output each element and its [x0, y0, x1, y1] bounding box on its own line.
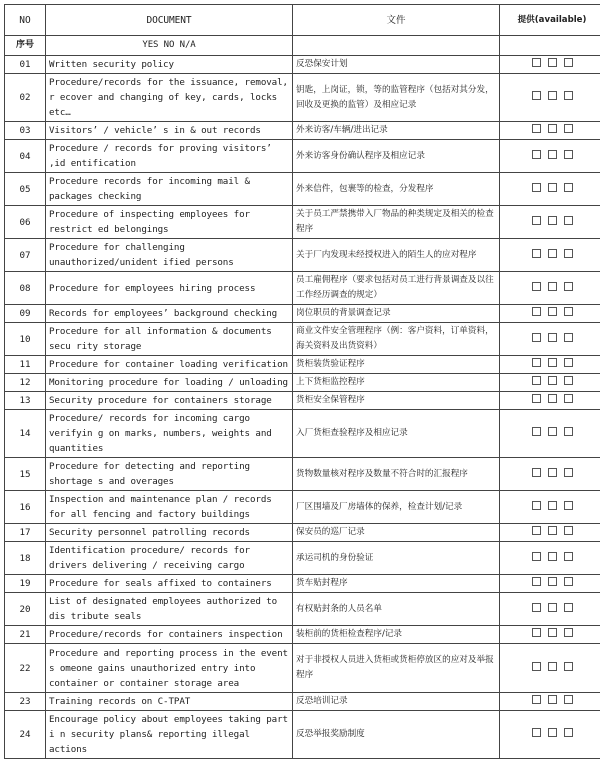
- document-english: Procedure / records for proving visitors’ ,id entification: [46, 140, 293, 173]
- row-number: 04: [5, 140, 46, 173]
- document-english: Records for employees’ background checking: [46, 305, 293, 323]
- availability-cell: [500, 458, 600, 491]
- availability-cell: [500, 239, 600, 272]
- document-chinese: 钥匙，上岗证，锁，等的监管程序（包括对其分发，回收及更换的监管）及相应记录: [293, 74, 500, 122]
- availability-cell: [500, 626, 600, 644]
- checkbox-no[interactable]: [548, 249, 557, 258]
- checkbox-yes[interactable]: [532, 552, 541, 561]
- checkbox-na[interactable]: [564, 662, 573, 671]
- checkbox-yes[interactable]: [532, 603, 541, 612]
- checkbox-na[interactable]: [564, 603, 573, 612]
- checkbox-na[interactable]: [564, 91, 573, 100]
- checkbox-na[interactable]: [564, 58, 573, 67]
- checkbox-no[interactable]: [548, 468, 557, 477]
- row-number: 05: [5, 173, 46, 206]
- availability-cell: [500, 491, 600, 524]
- checkbox-na[interactable]: [564, 728, 573, 737]
- document-english: Procedure for seals affixed to containers: [46, 575, 293, 593]
- checkbox-no[interactable]: [548, 526, 557, 535]
- row-number: 08: [5, 272, 46, 305]
- table-row: [5, 575, 600, 593]
- document-english: Visitors’ / vehicle’ s in & out records: [46, 122, 293, 140]
- document-english: Written security policy: [46, 56, 293, 74]
- checkbox-no[interactable]: [548, 501, 557, 510]
- document-chinese: 商业文件安全管理程序（例：客户资料，订单资料，海关资料及出货资料）: [293, 323, 500, 356]
- table-row: [5, 56, 600, 74]
- table-row: [5, 206, 600, 239]
- document-chinese: 对于非授权人员进入货柜或货柜停放区的应对及举报程序: [293, 644, 500, 693]
- table-row: [5, 644, 600, 693]
- table-row: [5, 524, 600, 542]
- checkbox-na[interactable]: [564, 526, 573, 535]
- checkbox-no[interactable]: [548, 427, 557, 436]
- row-number: 07: [5, 239, 46, 272]
- row-number: 18: [5, 542, 46, 575]
- checkbox-na[interactable]: [564, 552, 573, 561]
- table-row: [5, 693, 600, 711]
- document-chinese: 岗位职员的背景调查记录: [293, 305, 500, 323]
- checkbox-na[interactable]: [564, 468, 573, 477]
- subheader-empty-available: [500, 36, 600, 56]
- availability-cell: [500, 374, 600, 392]
- availability-cell: [500, 140, 600, 173]
- subheader-options: YES NO N/A: [46, 36, 293, 56]
- document-chinese: 员工雇佣程序（要求包括对员工进行背景调查及以往工作经历调查的规定）: [293, 272, 500, 305]
- document-english: Procedure/records for containers inspection: [46, 626, 293, 644]
- checkbox-yes[interactable]: [532, 124, 541, 133]
- availability-cell: [500, 122, 600, 140]
- checkbox-na[interactable]: [564, 216, 573, 225]
- checkbox-yes[interactable]: [532, 427, 541, 436]
- checkbox-no[interactable]: [548, 552, 557, 561]
- availability-cell: [500, 524, 600, 542]
- availability-cell: [500, 206, 600, 239]
- checkbox-yes[interactable]: [532, 183, 541, 192]
- checkbox-yes[interactable]: [532, 662, 541, 671]
- table-row: [5, 140, 600, 173]
- table-row: [5, 356, 600, 374]
- table-header-row: [5, 5, 600, 36]
- checkbox-na[interactable]: [564, 358, 573, 367]
- document-chinese: 外来访客身份确认程序及相应记录: [293, 140, 500, 173]
- table-row: [5, 374, 600, 392]
- checkbox-no[interactable]: [548, 183, 557, 192]
- checkbox-no[interactable]: [548, 394, 557, 403]
- table-row: [5, 392, 600, 410]
- document-english: Security procedure for containers storage: [46, 392, 293, 410]
- availability-cell: [500, 56, 600, 74]
- checkbox-no[interactable]: [548, 662, 557, 671]
- checkbox-yes[interactable]: [532, 307, 541, 316]
- header-document: DOCUMENT: [46, 5, 293, 36]
- checkbox-no[interactable]: [548, 282, 557, 291]
- row-number: 11: [5, 356, 46, 374]
- checkbox-na[interactable]: [564, 376, 573, 385]
- table-row: [5, 272, 600, 305]
- checkbox-yes[interactable]: [532, 376, 541, 385]
- row-number: 14: [5, 410, 46, 458]
- checkbox-yes[interactable]: [532, 282, 541, 291]
- header-available: 提供(available): [500, 5, 600, 36]
- table-row: [5, 711, 600, 759]
- security-checklist-table: [4, 4, 600, 759]
- availability-cell: [500, 323, 600, 356]
- checkbox-yes[interactable]: [532, 150, 541, 159]
- checkbox-na[interactable]: [564, 249, 573, 258]
- row-number: 23: [5, 693, 46, 711]
- availability-cell: [500, 74, 600, 122]
- availability-cell: [500, 644, 600, 693]
- availability-cell: [500, 356, 600, 374]
- table-row: [5, 74, 600, 122]
- document-chinese: 装柜前的货柜检查程序/记录: [293, 626, 500, 644]
- row-number: 02: [5, 74, 46, 122]
- row-number: 06: [5, 206, 46, 239]
- checkbox-no[interactable]: [548, 216, 557, 225]
- document-english: Procedure for challenging unauthorized/unident ified persons: [46, 239, 293, 272]
- availability-cell: [500, 173, 600, 206]
- checkbox-no[interactable]: [548, 150, 557, 159]
- document-english: Procedure of inspecting employees for restrict ed belongings: [46, 206, 293, 239]
- checkbox-na[interactable]: [564, 282, 573, 291]
- availability-cell: [500, 392, 600, 410]
- table-row: [5, 410, 600, 458]
- row-number: 10: [5, 323, 46, 356]
- table-row: [5, 305, 600, 323]
- row-number: 12: [5, 374, 46, 392]
- document-chinese: 关于员工严禁携带入厂物品的种类规定及相关的检查程序: [293, 206, 500, 239]
- checkbox-na[interactable]: [564, 183, 573, 192]
- checkbox-no[interactable]: [548, 728, 557, 737]
- document-chinese: 关于厂内发现未经授权进入的陌生人的应对程序: [293, 239, 500, 272]
- row-number: 24: [5, 711, 46, 759]
- document-chinese: 货车贴封程序: [293, 575, 500, 593]
- checkbox-yes[interactable]: [532, 577, 541, 586]
- checkbox-no[interactable]: [548, 358, 557, 367]
- checkbox-no[interactable]: [548, 577, 557, 586]
- row-number: 01: [5, 56, 46, 74]
- checkbox-yes[interactable]: [532, 58, 541, 67]
- row-number: 22: [5, 644, 46, 693]
- checkbox-no[interactable]: [548, 603, 557, 612]
- checkbox-na[interactable]: [564, 150, 573, 159]
- checkbox-na[interactable]: [564, 427, 573, 436]
- row-number: 13: [5, 392, 46, 410]
- availability-cell: [500, 272, 600, 305]
- checkbox-na[interactable]: [564, 501, 573, 510]
- checkbox-na[interactable]: [564, 577, 573, 586]
- document-english: Procedure for container loading verification: [46, 356, 293, 374]
- document-english: Identification procedure/ records for drivers delivering / receiving cargo: [46, 542, 293, 575]
- row-number: 21: [5, 626, 46, 644]
- checkbox-na[interactable]: [564, 124, 573, 133]
- table-row: [5, 173, 600, 206]
- document-english: Procedure records for incoming mail & packages checking: [46, 173, 293, 206]
- document-chinese: 外来信件，包裹等的检查，分发程序: [293, 173, 500, 206]
- row-number: 16: [5, 491, 46, 524]
- document-english: Procedure for detecting and reporting shortage s and overages: [46, 458, 293, 491]
- checkbox-no[interactable]: [548, 695, 557, 704]
- document-chinese: 反恐举报奖励制度: [293, 711, 500, 759]
- row-number: 03: [5, 122, 46, 140]
- table-row: [5, 626, 600, 644]
- checkbox-yes[interactable]: [532, 91, 541, 100]
- table-row: [5, 593, 600, 626]
- row-number: 15: [5, 458, 46, 491]
- checkbox-yes[interactable]: [532, 628, 541, 637]
- checkbox-na[interactable]: [564, 628, 573, 637]
- availability-cell: [500, 410, 600, 458]
- checkbox-yes[interactable]: [532, 216, 541, 225]
- checkbox-no[interactable]: [548, 91, 557, 100]
- table-row: [5, 458, 600, 491]
- document-english: List of designated employees authorized to dis tribute seals: [46, 593, 293, 626]
- header-no: NO: [5, 5, 46, 36]
- document-chinese: 货柜安全保管程序: [293, 392, 500, 410]
- document-english: Encourage policy about employees taking part i n security plans& reporting illegal actions: [46, 711, 293, 759]
- row-number: 19: [5, 575, 46, 593]
- document-english: Procedure/ records for incoming cargo verifyin g on marks, numbers, weights and quantities: [46, 410, 293, 458]
- document-chinese: 上下货柜监控程序: [293, 374, 500, 392]
- document-english: Training records on C-TPAT: [46, 693, 293, 711]
- checkbox-no[interactable]: [548, 376, 557, 385]
- row-number: 20: [5, 593, 46, 626]
- document-chinese: 反恐保安计划: [293, 56, 500, 74]
- document-english: Security personnel patrolling records: [46, 524, 293, 542]
- checkbox-yes[interactable]: [532, 728, 541, 737]
- document-chinese: 保安员的巡厂记录: [293, 524, 500, 542]
- document-english: Procedure/records for the issuance, removal, r ecover and changing of key, cards, locks etc…: [46, 74, 293, 122]
- table-row: [5, 122, 600, 140]
- checkbox-yes[interactable]: [532, 394, 541, 403]
- checkbox-no[interactable]: [548, 124, 557, 133]
- row-number: 09: [5, 305, 46, 323]
- availability-cell: [500, 542, 600, 575]
- checkbox-yes[interactable]: [532, 358, 541, 367]
- availability-cell: [500, 593, 600, 626]
- document-chinese: 入厂货柜查验程序及相应记录: [293, 410, 500, 458]
- table-row: [5, 239, 600, 272]
- checkbox-yes[interactable]: [532, 333, 541, 342]
- document-chinese: 有权贴封条的人员名单: [293, 593, 500, 626]
- document-english: Procedure for all information & documents secu rity storage: [46, 323, 293, 356]
- availability-cell: [500, 693, 600, 711]
- row-number: 17: [5, 524, 46, 542]
- checkbox-yes[interactable]: [532, 501, 541, 510]
- checkbox-no[interactable]: [548, 333, 557, 342]
- document-chinese: 承运司机的身份验证: [293, 542, 500, 575]
- availability-cell: [500, 305, 600, 323]
- checkbox-no[interactable]: [548, 307, 557, 316]
- subheader-row: [5, 36, 600, 56]
- table-row: [5, 323, 600, 356]
- availability-cell: [500, 711, 600, 759]
- availability-cell: [500, 575, 600, 593]
- document-chinese: 货物数量核对程序及数量不符合时的汇报程序: [293, 458, 500, 491]
- checkbox-yes[interactable]: [532, 468, 541, 477]
- document-chinese: 外来访客/车辆/进出记录: [293, 122, 500, 140]
- table-row: [5, 542, 600, 575]
- header-chinese: 文件: [293, 5, 500, 36]
- document-chinese: 反恐培训记录: [293, 693, 500, 711]
- table-row: [5, 491, 600, 524]
- checkbox-yes[interactable]: [532, 249, 541, 258]
- subheader-empty: [293, 36, 500, 56]
- checkbox-no[interactable]: [548, 628, 557, 637]
- document-english: Inspection and maintenance plan / records for all fencing and factory buildings: [46, 491, 293, 524]
- checkbox-na[interactable]: [564, 333, 573, 342]
- checkbox-na[interactable]: [564, 394, 573, 403]
- checkbox-yes[interactable]: [532, 526, 541, 535]
- document-english: Monitoring procedure for loading / unloading: [46, 374, 293, 392]
- document-chinese: 货柜装货验证程序: [293, 356, 500, 374]
- document-english: Procedure and reporting process in the event s omeone gains unauthorized entry into container or container storage area: [46, 644, 293, 693]
- checkbox-na[interactable]: [564, 695, 573, 704]
- checkbox-na[interactable]: [564, 307, 573, 316]
- document-english: Procedure for employees hiring process: [46, 272, 293, 305]
- checkbox-no[interactable]: [548, 58, 557, 67]
- subheader-no: 序号: [5, 36, 46, 56]
- document-chinese: 厂区围墙及厂房墙体的保养，检查计划/记录: [293, 491, 500, 524]
- checkbox-yes[interactable]: [532, 695, 541, 704]
